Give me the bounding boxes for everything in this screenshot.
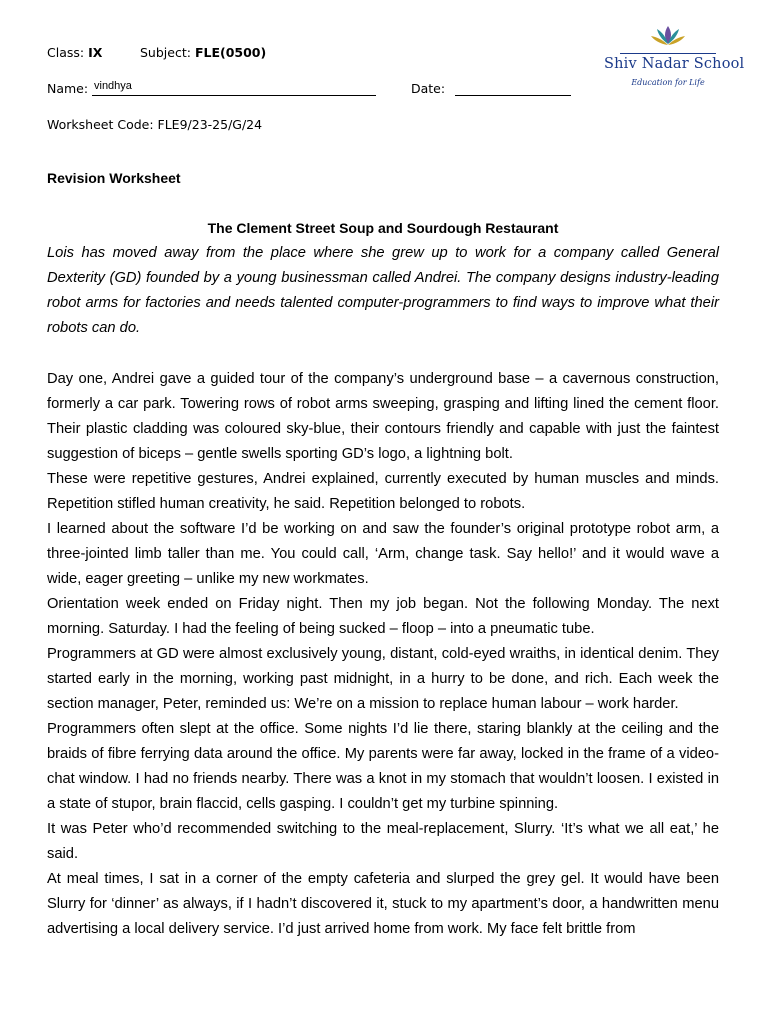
- subject-label: Subject:: [140, 45, 191, 60]
- date-label: Date:: [411, 81, 446, 96]
- date-field: [411, 81, 445, 97]
- story-paragraph: Orientation week ended on Friday night. Then my job began. Not the following Monday. The next morning. Saturday. I had the feeling of being sucked – floop – into a pneumatic tube.: [47, 596, 719, 637]
- subject-field: [140, 45, 266, 61]
- school-logo: [604, 24, 745, 96]
- story-paragraph: It was Peter who’d recommended switching to the meal-replacement, Slurry. ‘It’s what we all eat,’ he said.: [47, 821, 719, 862]
- worksheet-code: Worksheet Code: FLE9/23-25/G/24: [47, 117, 263, 132]
- story-paragraph: At meal times, I sat in a corner of the empty cafeteria and slurped the grey gel. It would have been Slurry for ‘dinner’ as always, if I hadn’t discovered it, stuck to my apartment’s door, a handwritten menu advertising a local delivery service. I’d just arrived home from work. My face felt brittle from: [47, 871, 719, 937]
- story-intro: Lois has moved away from the place where she grew up to work for a company called General Dexterity (GD) founded by a young businessman called Andrei. The company designs industry-leading robot arms for factories and needs talented computer-programmers to find ways to improve what their robots can do.: [47, 245, 719, 336]
- lotus-icon: [648, 24, 688, 48]
- school-tagline: Education for Life: [631, 78, 705, 87]
- date-line[interactable]: [455, 80, 571, 96]
- story-paragraph: I learned about the software I’d be working on and saw the founder’s original prototype robot arm, a three-jointed limb taller than me. You could call, ‘Arm, change task. Say hello!’ and it would wave a wide, eager greeting – unlike my new workmates.: [47, 521, 719, 587]
- story-paragraph: Programmers often slept at the office. Some nights I’d lie there, staring blankly at the ceiling and the braids of fibre ferrying data around the office. My parents were far away, locked in the frame of a video-chat window. I had no friends nearby. There was a knot in my stomach that wouldn’t loosen. I existed in a state of stupor, brain flaccid, cells gasping. I couldn’t get my turbine spinning.: [47, 721, 719, 812]
- class-label: Class:: [47, 45, 85, 60]
- story-body: [47, 367, 719, 942]
- section-title: Revision Worksheet: [47, 170, 181, 186]
- subject-value: FLE(0500): [194, 45, 267, 60]
- story-paragraph: These were repetitive gestures, Andrei explained, currently executed by human muscles and minds. Repetition stifled human creativity, he said. Repetition belonged to robots.: [47, 471, 719, 512]
- name-field: [47, 81, 88, 97]
- story-paragraph: Programmers at GD were almost exclusively young, distant, cold-eyed wraiths, in identical denim. They started early in the morning, working past midnight, in a hurry to be done, and rich. Each week the section manager, Peter, reminded us: We’re on a mission to replace human labour – work harder.: [47, 646, 719, 712]
- name-value: vindhya: [94, 80, 132, 92]
- school-name: Shiv Nadar School: [604, 56, 745, 72]
- class-value: IX: [88, 45, 103, 60]
- story-paragraph: Day one, Andrei gave a guided tour of the company’s underground base – a cavernous construction, formerly a car park. Towering rows of robot arms sweeping, grasping and lifting lined the cement floor. Their plastic cladding was coloured sky-blue, their contours friendly and capable with just the faintest suggestion of biceps – gentle swells sporting GD’s logo, a lightning bolt.: [47, 371, 719, 462]
- name-label: Name:: [47, 81, 89, 96]
- logo-rule: [620, 53, 716, 54]
- name-line[interactable]: [92, 80, 376, 96]
- story-title: The Clement Street Soup and Sourdough Restaurant: [207, 220, 559, 236]
- class-field: [47, 45, 102, 61]
